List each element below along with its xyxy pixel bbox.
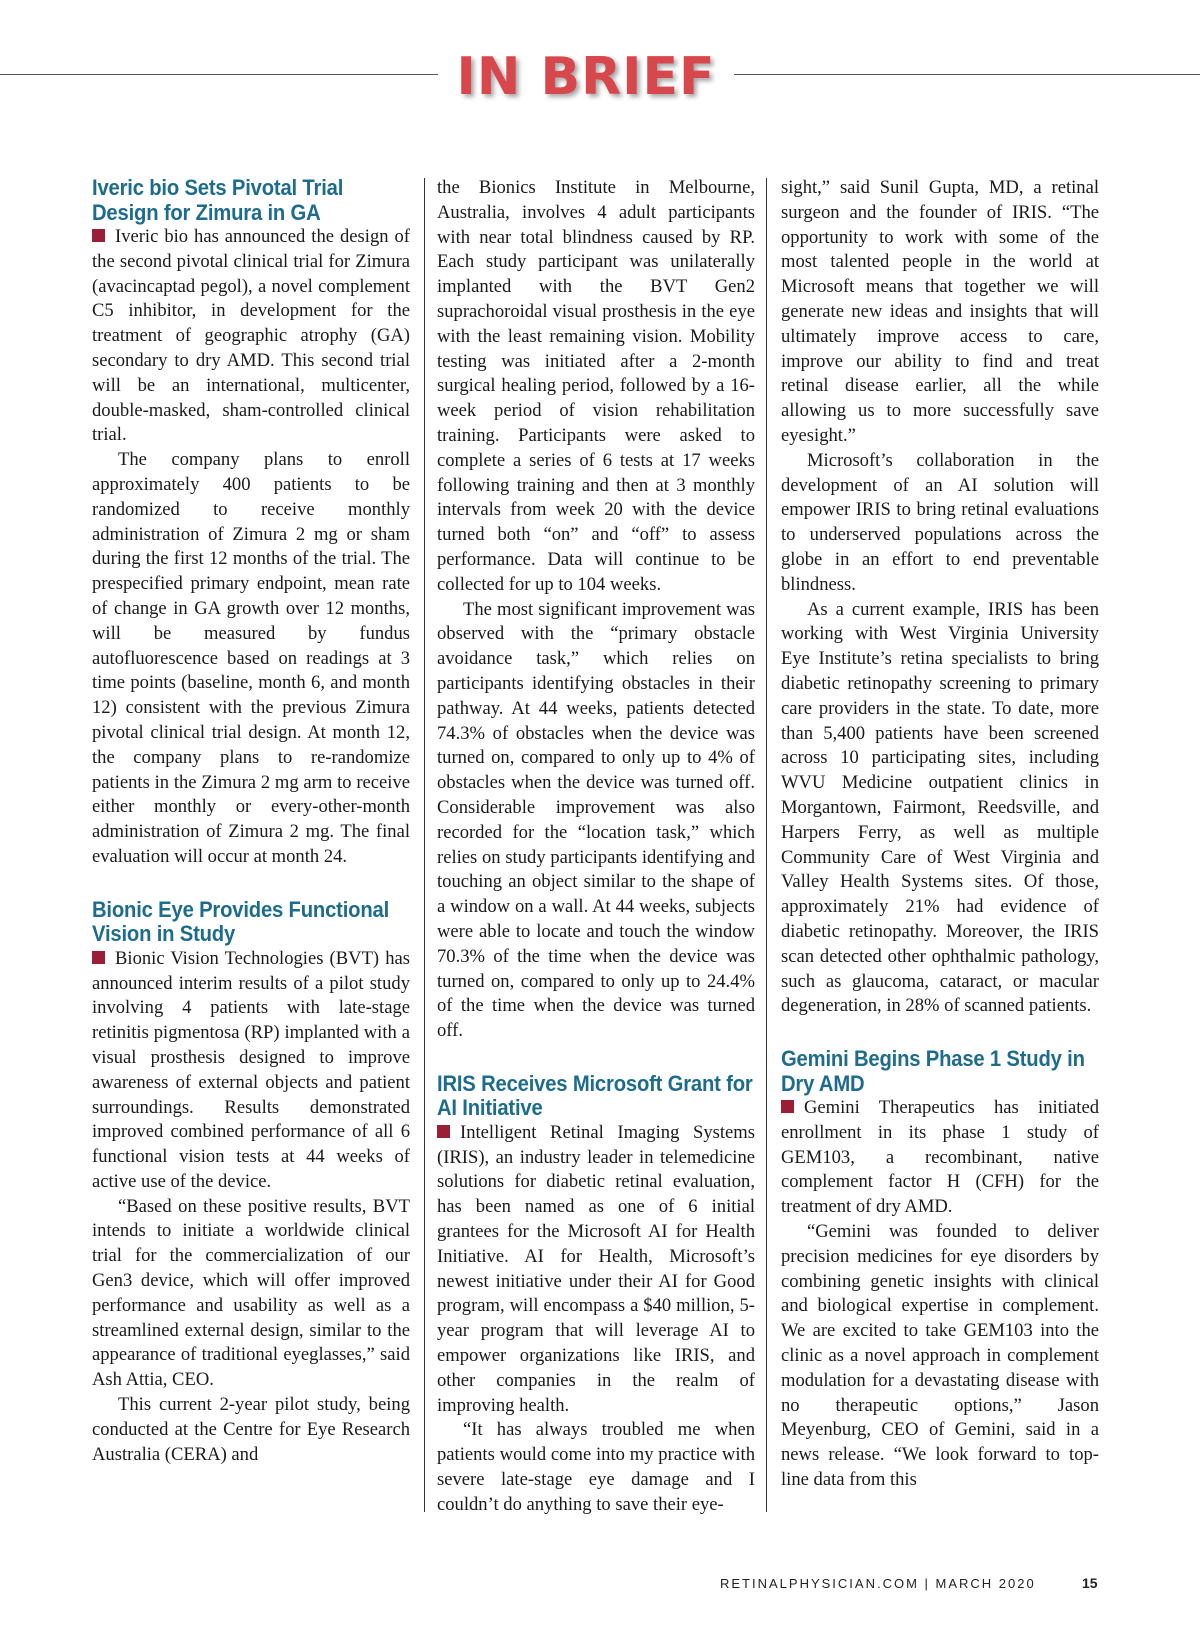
article-paragraph: sight,” said Sunil Gupta, MD, a retinal surgeon and the founder of IRIS. “The opportunity to work with some of the most talented people in the world at Microsoft means that together we will generate new ideas and insights that will ultimately improve access to care, improve our ability to find and treat retinal disease earlier, all the while allowing us to more successfully save eyesight.”: [781, 177, 1099, 446]
column-2: [437, 176, 755, 1516]
header-rule-left: [0, 74, 438, 75]
article-lead-paragraph: [437, 1121, 755, 1419]
square-bullet-icon: [781, 1100, 794, 1113]
article-paragraph: “Based on these positive results, BVT intends to initiate a worldwide clinical trial for the commercialization of our Gen3 device, which will offer improved performance and usability as well as a streamlined external design, similar to the appearance of traditional eyeglasses,” said Ash Attia, CEO.: [92, 1195, 410, 1391]
article-paragraph: This current 2-year pilot study, being conducted at the Centre for Eye Research Australia (CERA) and: [92, 1394, 410, 1465]
square-bullet-icon: [92, 229, 105, 242]
square-bullet-icon: [92, 951, 105, 964]
article-paragraph: the Bionics Institute in Melbourne, Australia, involves 4 adult participants with near total blindness caused by RP. Each study participant was unilaterally implanted with the BVT Gen2 suprachoroidal visual prosthesis in the eye with the least remaining vision. Mobility testing was initiated after a 2-month surgical healing period, followed by a 16-week period of vision rehabilitation training. Participants were asked to complete a series of 6 tests at 17 weeks following training and then at 3 monthly intervals from week 20 with the device turned both “on” and “off” to assess performance. Data will continue to be collected for up to 104 weeks.: [437, 177, 755, 595]
paragraph-text: Gemini Therapeutics has initiated enrollment in its phase 1 study of GEM103, a recombinant, native complement factor H (CFH) for the treatment of dry AMD.: [781, 1097, 1099, 1218]
column-divider: [766, 178, 767, 1512]
publication-line: RETINALPHYSICIAN.COM | MARCH 2020: [720, 1576, 1036, 1591]
article-headline: Iveric bio Sets Pivotal Trial Design for Zimura in GA: [92, 176, 344, 225]
article-paragraph: “Gemini was founded to deliver precision medicines for eye disorders by combining genetic insights with clinical and biological expertise in complement. We are excited to take GEM103 into the clinic as a novel approach in complement modulation for a devastating disease with no therapeutic options,” Jason Meyenburg, CEO of Gemini, said in a news release. “We look forward to top-line data from this: [781, 1221, 1099, 1491]
article-headline: IRIS Receives Microsoft Grant for AI Initiative: [437, 1070, 753, 1121]
paragraph-text: Bionic Vision Technologies (BVT) has announced interim results of a pilot study involving 4 patients with late-stage retinitis pigmentosa (RP) implanted with a visual prosthesis designed to improve awareness of external objects and patient surroundings. Results demonstrated improved combined performance of all 6 functional vision tests at 44 weeks of active use of the device.: [92, 947, 410, 1192]
square-bullet-icon: [437, 1125, 450, 1138]
article-paragraph: The company plans to enroll approximately 400 patients to be randomized to receive monthly administration of Zimura 2 mg or sham during the first 12 months of the trial. The prespecified primary endpoint, mean rate of change in GA growth over 12 months, will be measured by fundus autofluorescence based on readings at 3 time points (baseline, month 6, and month 12) consistent with the previous Zimura pivotal clinical trial design. At month 12, the company plans to re-randomize patients in the Zimura 2 mg arm to receive either monthly or every-other-month administration of Zimura 2 mg. The final evaluation will occur at month 24.: [92, 449, 410, 867]
article-headline: Gemini Begins Phase 1 Study in Dry AMD: [781, 1046, 1085, 1096]
page-footer: [720, 1576, 1110, 1591]
article-paragraph: The most significant improvement was observed with the “primary obstacle avoidance task,” which relies on participants identifying obstacles in their pathway. At 44 weeks, patients detected 74.3% of obstacles when the device was turned on, compared to only up to 4% of obstacles when the device was turned off. Considerable improvement was also recorded for the “location task,” which relies on study participants identifying and touching an object similar to the shape of a window on a wall. At 44 weeks, subjects were able to locate and touch the window 70.3% of the time when the device was turned on, compared to only up to 24.4% of the time when the device was turned off.: [437, 598, 755, 1042]
section-banner: IN BRIEF: [456, 47, 716, 107]
article-lead-paragraph: [92, 225, 410, 448]
article-lead-paragraph: [92, 947, 410, 1195]
article-paragraph: Microsoft’s collaboration in the development of an AI solution will empower IRIS to bring retinal evaluations to underserved populations across the globe in an effort to end preventable blindness.: [781, 449, 1099, 595]
paragraph-text: Iveric bio has announced the design of the second pivotal clinical trial for Zimura (avacincaptad pegol), a novel complement C5 inhibitor, in development for the treatment of geographic atrophy (GA) secondary to dry AMD. This second trial will be an international, multicenter, double-masked, sham-controlled clinical trial.: [92, 226, 410, 446]
header-rule-right: [734, 74, 1200, 75]
column-3: [781, 176, 1099, 1516]
article-paragraph: As a current example, IRIS has been working with West Virginia University Eye Institute’s retina specialists to bring diabetic retinopathy screening to primary care providers in the state. To date, more than 5,400 patients have been screened across 10 participating sites, including WVU Medicine outpatient clinics in Morgantown, Fairmont, Reedsville, and Harpers Ferry, as well as multiple Community Care of West Virginia and Valley Health Systems sites. Of those, approximately 21% had evidence of diabetic retinopathy. Moreover, the IRIS scan detected other ophthalmic pathology, such as glaucoma, cataract, or macular degeneration, in 28% of scanned patients.: [781, 598, 1099, 1017]
article-lead-paragraph: [781, 1096, 1099, 1220]
article-headline: Bionic Eye Provides Functional Vision in Study: [92, 896, 390, 947]
column-divider: [424, 178, 425, 1512]
page-number: 15: [1082, 1575, 1098, 1591]
article-paragraph: “It has always troubled me when patients would come into my practice with severe late-stage eye damage and I couldn’t do anything to save their eye-: [437, 1419, 755, 1515]
column-1: [92, 176, 410, 1516]
paragraph-text: Intelligent Retinal Imaging Systems (IRIS), an industry leader in telemedicine solutions for diabetic retinal evaluation, has been named as one of 6 initial grantees for the Microsoft AI for Health Initiative. AI for Health, Microsoft’s newest initiative under their AI for Good program, will encompass a $40 million, 5-year program that will leverage AI to empower organizations like IRIS, and other companies in the realm of improving health.: [437, 1121, 755, 1416]
